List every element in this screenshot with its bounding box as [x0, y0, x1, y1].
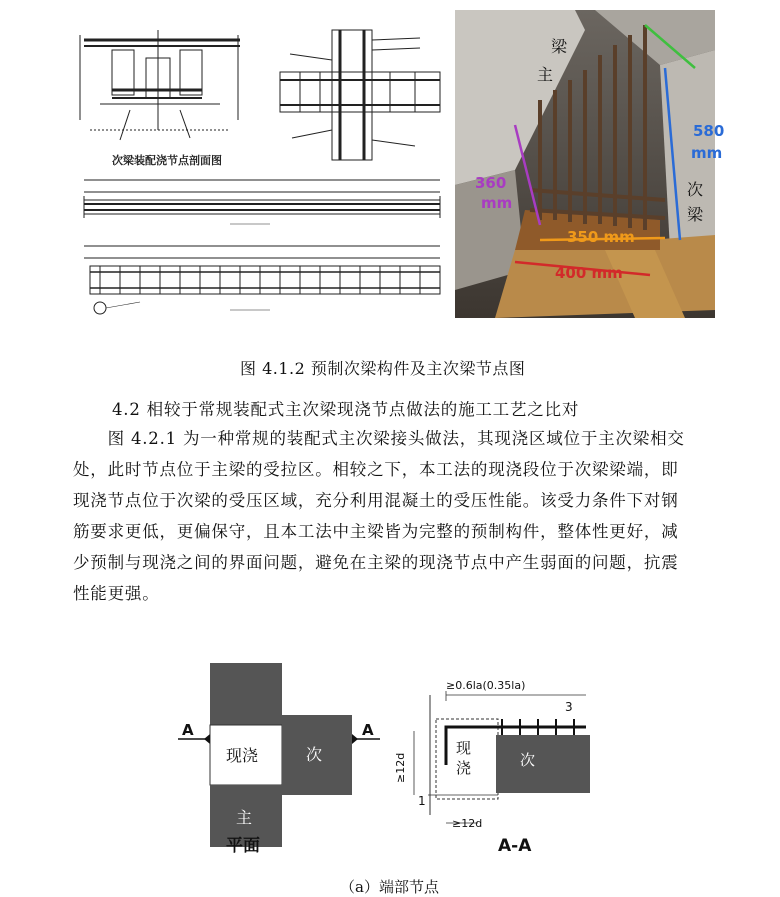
- section-dim-left: ≥12d: [394, 752, 407, 783]
- section-aa-view: [414, 691, 590, 823]
- label-350: 350 mm: [567, 228, 635, 246]
- section-cast-label-2: 浇: [456, 759, 472, 777]
- section-dim-top: ≥0.6la(0.35la): [446, 679, 526, 692]
- label-secondary-beam-2: 梁: [687, 205, 704, 224]
- section-heading: 4.2 相较于常规装配式主次梁现浇节点做法的施工工艺之比对: [112, 400, 580, 419]
- para-line: 图 4.2.1 为一种常规的装配式主次梁接头做法，其现浇区域位于主次梁相交: [73, 429, 685, 448]
- plan-secondary-label: 次: [306, 745, 323, 764]
- section-mark-1: 1: [418, 794, 426, 808]
- site-photo: [455, 10, 725, 318]
- section-secondary-label: 次: [520, 751, 536, 769]
- label-360: 360: [475, 174, 507, 192]
- beam-column-joint-detail: [280, 30, 440, 160]
- label-360-unit: mm: [481, 194, 513, 212]
- plan-view: [178, 663, 380, 847]
- body-paragraph: [73, 423, 713, 609]
- label-580-unit: mm: [691, 144, 723, 162]
- plan-cast-label: 现浇: [226, 746, 259, 765]
- cad-drawings-svg: [70, 10, 450, 320]
- plan-section-mark-left: A: [182, 721, 194, 739]
- section-drawing-title: 次梁装配浇节点剖面图: [112, 154, 222, 167]
- plan-section-mark-right: A: [362, 721, 374, 739]
- label-secondary-beam-1: 次: [687, 180, 704, 199]
- plan-main-label: 主: [236, 808, 253, 827]
- para-line: 现浇节点位于次梁的受压区域，充分利用混凝土的受压性能。该受力条件下对钢: [73, 491, 679, 510]
- para-line: 筋要求更低，更偏保守，且本工法中主梁皆为完整的预制构件，整体性更好，减: [73, 522, 679, 541]
- section-mark-3: 3: [565, 700, 573, 714]
- site-photo-svg: [455, 10, 725, 318]
- section-dim-bottom: ≥12d: [452, 817, 483, 830]
- plan-title: 平面: [226, 836, 260, 856]
- end-joint-svg: [170, 655, 610, 860]
- section-cast-label-1: 现: [456, 739, 472, 757]
- beam-elevation-2: [84, 246, 440, 314]
- label-580: 580: [693, 122, 725, 140]
- beam-elevation-1: [84, 180, 440, 224]
- section-title: A-A: [498, 836, 532, 856]
- label-400: 400 mm: [555, 264, 623, 282]
- para-line: 性能更强。: [73, 584, 160, 603]
- para-line: 少预制与现浇之间的界面问题，避免在主梁的现浇节点中产生弱面的问题，抗震: [73, 553, 679, 572]
- end-joint-figure: [170, 655, 610, 860]
- label-main-beam-1: 梁: [551, 37, 568, 56]
- cad-drawings-panel: [70, 10, 450, 320]
- para-line: 处，此时节点位于主梁的受拉区。相较之下，本工法的现浇段位于次梁梁端，即: [73, 460, 679, 479]
- figure-caption-top: 图 4.1.2 预制次梁构件及主次梁节点图: [240, 359, 526, 378]
- beam-section-detail: [80, 30, 240, 140]
- label-main-beam-2: 主: [537, 65, 554, 84]
- figure-subcaption: （a）端部节点: [340, 878, 439, 896]
